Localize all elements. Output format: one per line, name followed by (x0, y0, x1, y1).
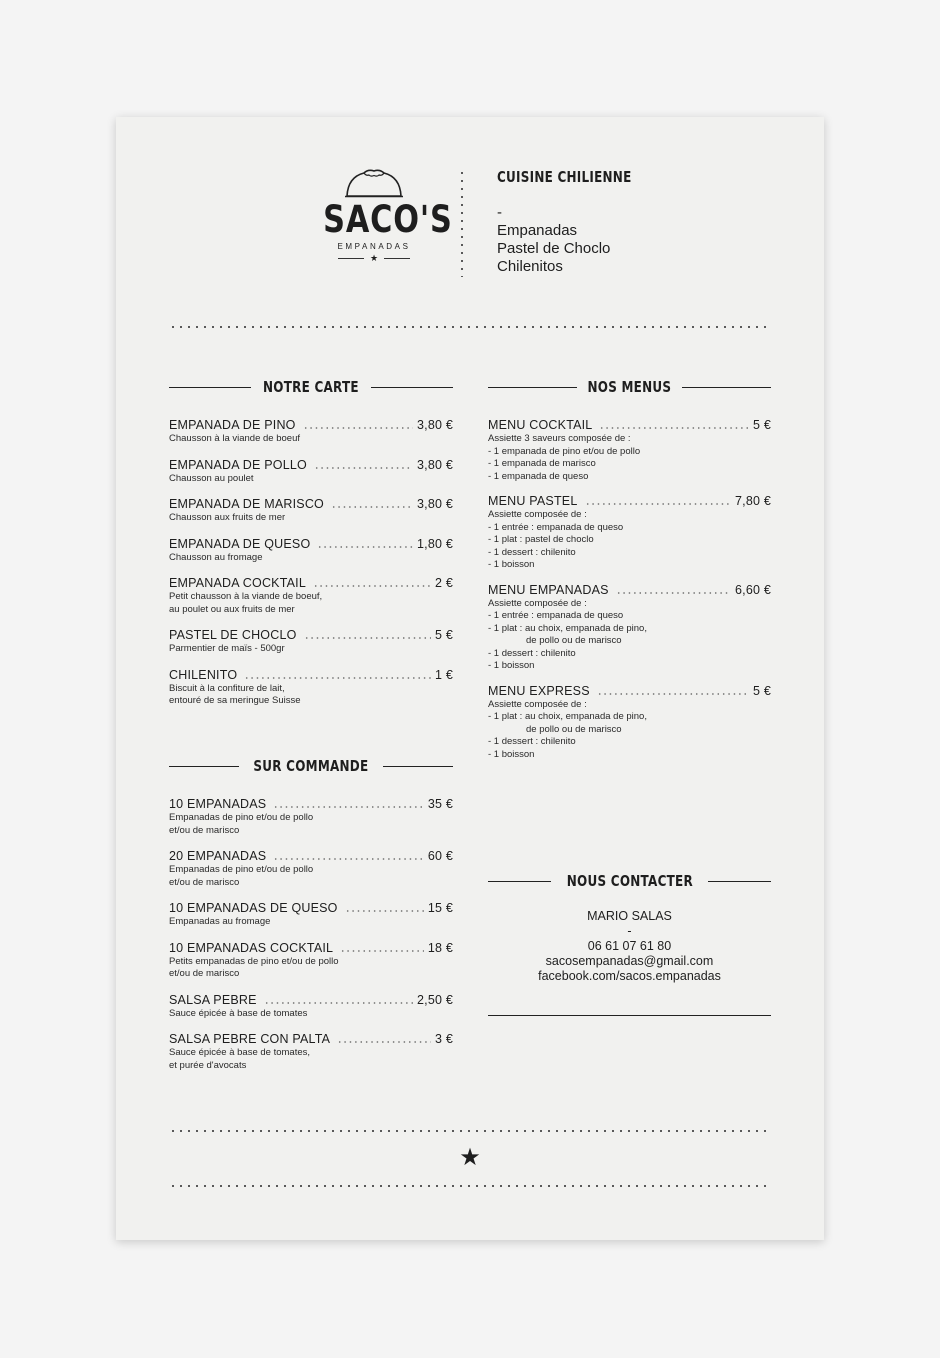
item-row (169, 901, 453, 916)
contact-name: MARIO SALAS (587, 909, 672, 923)
item-description (169, 1047, 453, 1072)
section-title: NOUS CONTACTER (566, 872, 693, 890)
item-description (169, 812, 453, 837)
item-description (169, 433, 453, 446)
item-description-line: et/ou de marisco (169, 876, 240, 888)
dotted-divider-footer-bottom (169, 1185, 771, 1187)
divider-line (338, 258, 364, 259)
section-heading-notre-carte (169, 377, 453, 397)
item-description-line: - 1 plat : pastel de choclo (488, 534, 594, 545)
item-description-line: - 1 dessert : chilenito (488, 647, 576, 659)
dot-leader (331, 506, 413, 508)
item-row (169, 797, 453, 812)
dot-leader (273, 806, 424, 808)
heading-rule (169, 766, 239, 767)
item-description (169, 864, 453, 889)
menu-sheet (116, 117, 824, 1240)
item-price: 5 € (753, 683, 771, 698)
menu-item (169, 576, 453, 616)
menu-item (169, 901, 453, 929)
item-description-line: Sauce épicée à base de tomates, (169, 1047, 311, 1058)
heading-rule (169, 387, 251, 388)
item-name: 10 EMPANADAS COCKTAIL (169, 940, 334, 955)
item-price: 7,80 € (735, 494, 771, 508)
cuisine-dash: - (497, 204, 502, 221)
section-heading-sur-commande (169, 756, 453, 776)
item-description-line: - 1 boisson (488, 748, 535, 760)
item-description (488, 509, 771, 572)
menu-item (488, 583, 771, 673)
menu-item (169, 628, 453, 656)
item-description-line: Sauce épicée à base de tomates (169, 1007, 308, 1019)
carte-list (169, 418, 453, 720)
item-description-line: Chausson aux fruits de mer (169, 512, 286, 523)
item-row (488, 418, 771, 433)
dot-leader (273, 858, 424, 860)
heading-rule (682, 387, 771, 388)
item-name: EMPANADA COCKTAIL (169, 576, 306, 590)
item-price: 60 € (427, 849, 453, 863)
section-heading-nous-contacter (488, 871, 771, 891)
cuisine-item: Chilenitos (497, 258, 563, 275)
item-row (169, 628, 453, 643)
item-price: 15 € (427, 901, 453, 915)
item-description-line: Petits empanadas de pino et/ou de pollo (169, 955, 339, 967)
item-name: MENU EMPANADAS (488, 582, 609, 597)
item-description (488, 433, 771, 483)
item-name: PASTEL DE CHOCLO (169, 628, 297, 642)
item-price: 35 € (427, 797, 453, 811)
item-name: MENU EXPRESS (488, 683, 590, 698)
item-description-line: Empanadas de pino et/ou de pollo (169, 864, 314, 875)
item-name: EMPANADA DE MARISCO (169, 497, 324, 511)
item-description-line: - 1 boisson (488, 660, 535, 671)
item-description (169, 512, 453, 525)
item-description-line: Assiette 3 saveurs composée de : (488, 433, 631, 444)
item-description-line: - 1 entrée : empanada de queso (488, 610, 624, 621)
dot-leader (597, 693, 749, 695)
item-row (169, 576, 453, 591)
menu-item (169, 993, 453, 1021)
brand-subtitle: EMPANADAS (337, 242, 411, 251)
item-price: 1 € (435, 667, 453, 682)
item-name: EMPANADA DE QUESO (169, 536, 311, 551)
menu-item (169, 458, 453, 486)
menu-item (488, 684, 771, 762)
item-description-line: Assiette composée de : (488, 509, 587, 520)
section-heading-nos-menus (488, 377, 771, 397)
item-price: 6,60 € (735, 582, 771, 597)
dotted-divider-footer-top (169, 1130, 771, 1132)
item-name: MENU PASTEL (488, 494, 578, 508)
cuisine-item: Pastel de Choclo (497, 240, 611, 257)
item-description-line: de pollo ou de marisco (526, 723, 622, 735)
item-price: 2,50 € (417, 992, 453, 1007)
contact-bottom-rule (488, 1015, 771, 1016)
item-name: CHILENITO (169, 667, 238, 682)
item-price: 3,80 € (417, 418, 453, 432)
menu-item (169, 668, 453, 708)
item-description-line: Empanadas au fromage (169, 916, 271, 927)
item-name: SALSA PEBRE CON PALTA (169, 1032, 331, 1046)
divider-line (384, 258, 410, 259)
item-row (488, 684, 771, 699)
section-title: NOTRE CARTE (263, 378, 359, 396)
item-name: 10 EMPANADAS DE QUESO (169, 901, 338, 915)
brand-star-row (312, 253, 436, 263)
item-description-line: - 1 empanada de marisco (488, 458, 596, 469)
item-description-line: - 1 plat : au choix, empanada de pino, (488, 711, 647, 722)
item-row (169, 941, 453, 956)
dotted-divider-top (169, 326, 771, 328)
dot-leader (599, 427, 749, 429)
contact-block (488, 909, 771, 984)
dot-leader (337, 1041, 431, 1043)
item-row (169, 849, 453, 864)
item-description-line: Parmentier de maïs - 500gr (169, 643, 285, 654)
brand-name: SACO'S (323, 198, 453, 241)
dot-leader (585, 503, 732, 505)
contact-dash: - (627, 924, 632, 938)
item-row (488, 583, 771, 598)
item-description (169, 552, 453, 565)
item-price: 3,80 € (417, 457, 453, 472)
item-name: SALSA PEBRE (169, 992, 257, 1007)
brand-logo (312, 167, 453, 279)
item-description-line: - 1 plat : au choix, empanada de pino, (488, 622, 647, 634)
menu-item (488, 494, 771, 572)
dot-leader (264, 1002, 413, 1004)
item-price: 2 € (435, 576, 453, 590)
item-price: 18 € (427, 940, 453, 955)
item-row (169, 418, 453, 433)
menu-item (169, 1032, 453, 1072)
item-description-line: - 1 empanada de queso (488, 470, 589, 482)
dot-leader (304, 637, 431, 639)
item-row (169, 497, 453, 512)
menu-item (169, 537, 453, 565)
item-row (169, 1032, 453, 1047)
contact-email[interactable]: sacosempanadas@gmail.com (545, 954, 714, 968)
item-description (169, 643, 453, 656)
item-row (169, 537, 453, 552)
item-description-line: - 1 entrée : empanada de queso (488, 521, 624, 533)
item-price: 5 € (435, 628, 453, 642)
item-description (169, 916, 453, 929)
heading-rule (708, 881, 771, 882)
item-description-line: Assiette composée de : (488, 597, 587, 609)
dot-leader (317, 546, 413, 548)
dot-leader (340, 950, 424, 952)
dot-leader (244, 677, 431, 679)
item-description-line: - 1 dessert : chilenito (488, 546, 576, 558)
item-name: EMPANADA DE PINO (169, 418, 296, 432)
cuisine-title: CUISINE CHILIENNE (497, 168, 632, 186)
item-row (169, 993, 453, 1008)
item-price: 3 € (435, 1032, 453, 1046)
item-description-line: Assiette composée de : (488, 698, 587, 710)
item-name: 10 EMPANADAS (169, 797, 267, 811)
cuisine-list (497, 204, 757, 276)
item-description-line: et/ou de marisco (169, 824, 240, 836)
item-description-line: Chausson au fromage (169, 551, 263, 563)
menu-item (169, 797, 453, 837)
item-description-line: et purée d'avocats (169, 1059, 247, 1071)
item-description-line: et/ou de marisco (169, 968, 240, 979)
item-description-line: Empanadas de pino et/ou de pollo (169, 812, 314, 823)
item-row (169, 668, 453, 683)
contact-phone[interactable]: 06 61 07 61 80 (587, 939, 672, 953)
item-description-line: au poulet ou aux fruits de mer (169, 603, 295, 615)
menu-item (169, 941, 453, 981)
item-description-line: - 1 empanada de pino et/ou de pollo (488, 445, 641, 457)
item-description-line: Chausson au poulet (169, 472, 254, 484)
contact-facebook[interactable]: facebook.com/sacos.empanadas (538, 969, 721, 983)
item-price: 1,80 € (417, 536, 453, 551)
item-description (488, 699, 771, 762)
star-icon: ★ (369, 253, 379, 263)
cuisine-item: Empanadas (497, 222, 578, 239)
dot-leader (345, 910, 424, 912)
item-row (169, 458, 453, 473)
item-name: 20 EMPANADAS (169, 849, 267, 863)
commande-list (169, 797, 453, 1084)
menus-list (488, 418, 771, 772)
item-description (169, 683, 453, 708)
heading-rule (383, 766, 453, 767)
item-description (169, 473, 453, 486)
item-description-line: Biscuit à la confiture de lait, (169, 682, 285, 694)
menu-item (488, 418, 771, 483)
item-description (169, 591, 453, 616)
cuisine-block (497, 168, 757, 276)
item-description (169, 1008, 453, 1021)
heading-rule (488, 881, 551, 882)
menu-item (169, 418, 453, 446)
section-title: NOS MENUS (587, 378, 672, 396)
item-row (488, 494, 771, 509)
item-name: MENU COCKTAIL (488, 418, 593, 432)
item-description-line: - 1 boisson (488, 559, 535, 570)
item-description-line: - 1 dessert : chilenito (488, 736, 576, 747)
star-icon: ★ (459, 1144, 481, 1171)
item-price: 5 € (753, 418, 771, 432)
item-description-line: de pollo ou de marisco (526, 635, 622, 646)
item-description-line: Chausson à la viande de boeuf (169, 433, 300, 444)
item-description-line: entouré de sa meringue Suisse (169, 695, 301, 706)
item-price: 3,80 € (417, 497, 453, 511)
menu-item (169, 497, 453, 525)
item-description-line: Petit chausson à la viande de boeuf, (169, 591, 323, 602)
dot-leader (303, 427, 413, 429)
empanada-dome-icon (344, 167, 404, 199)
item-description (169, 956, 453, 981)
item-name: EMPANADA DE POLLO (169, 457, 307, 472)
dot-leader (314, 467, 413, 469)
dot-leader (616, 592, 731, 594)
heading-rule (488, 387, 577, 388)
heading-rule (371, 387, 453, 388)
vertical-dotted-divider (461, 169, 463, 277)
item-description (488, 598, 771, 673)
section-title: SUR COMMANDE (253, 757, 369, 775)
menu-item (169, 849, 453, 889)
dot-leader (313, 585, 431, 587)
